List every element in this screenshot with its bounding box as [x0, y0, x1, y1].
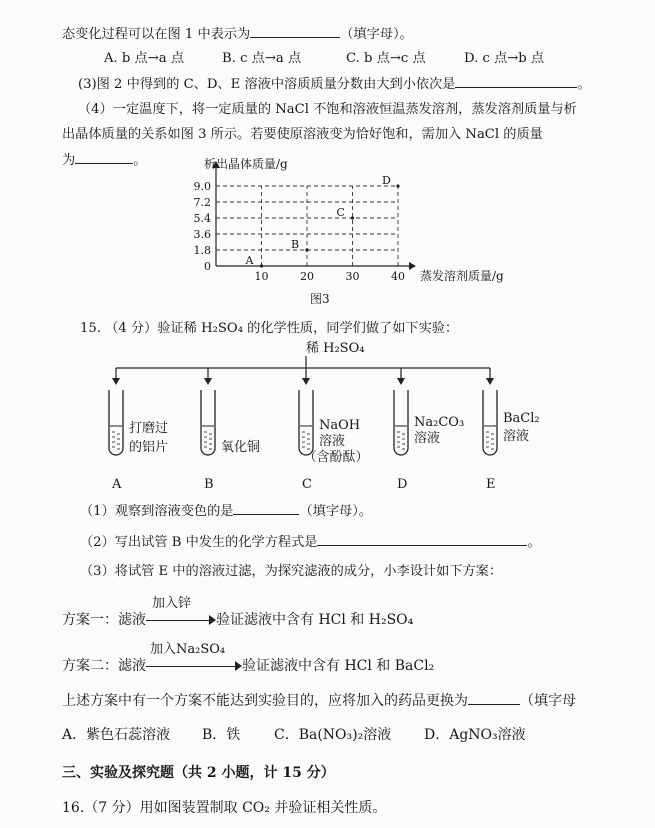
- tube-body: [201, 390, 215, 455]
- x-tick-label: 20: [300, 270, 314, 283]
- answer-blank: [75, 151, 133, 164]
- answer-blank: [233, 502, 299, 515]
- choice-a: A．紫色石蕊溶液: [62, 727, 171, 743]
- data-point-c: [351, 216, 354, 219]
- acid-label: 稀 H₂SO₄: [306, 341, 365, 356]
- tube-label: （含酚酞）: [303, 450, 369, 465]
- replacement-question: 上述方案中有一个方案不能达到实验目的，应将加入的药品更换为 （填字母: [62, 693, 576, 709]
- sub-question-1: （1）观察到溶液变色的是 （填字母）。: [80, 504, 372, 519]
- tube-label: BaCl₂: [503, 411, 540, 426]
- tube-letter: C: [302, 477, 312, 492]
- tube-body: [299, 390, 313, 455]
- plan-2: 方案二：滤液 加入Na₂SO₄ 验证滤液中含有 HCl 和 BaCl₂: [62, 642, 435, 674]
- test-tube-e: [483, 368, 540, 492]
- option-d: D. c 点→b 点: [464, 51, 545, 66]
- plan-1: 方案一：滤液 加入锌 验证滤液中含有 HCl 和 H₂SO₄: [62, 596, 414, 628]
- question-16-title: 16.（7 分）用如图装置制取 CO₂ 并验证相关性质。: [62, 800, 387, 816]
- x-tick-label: 10: [254, 270, 269, 283]
- tube-label: 溶液: [319, 434, 346, 449]
- tube-label: Na₂CO₃: [414, 415, 465, 430]
- question-text-line: 态变化过程可以在图 1 中表示为 （填字母）。: [62, 27, 413, 42]
- figure-3-caption: 图3: [310, 292, 330, 306]
- tube-letter: B: [204, 477, 214, 492]
- tube-label: 的铝片: [129, 440, 169, 455]
- sub-question-2: （2）写出试管 B 中发生的化学方程式是 。: [80, 535, 541, 550]
- y-axis-label: 析出晶体质量/g: [204, 158, 288, 171]
- answer-blank: [468, 692, 520, 705]
- question-15-title: 15. （4 分）验证稀 H₂SO₄ 的化学性质，同学们做了如下实验：: [80, 321, 459, 336]
- y-tick-label: 9.0: [193, 180, 211, 193]
- option-a: A. b 点→a 点: [104, 51, 185, 66]
- y-tick-label: 5.4: [193, 212, 211, 225]
- tube-label: 溶液: [414, 431, 441, 446]
- data-point-b: [305, 248, 308, 251]
- tube-letter: E: [486, 477, 496, 492]
- data-point-d: [396, 184, 399, 187]
- point-label: B: [291, 238, 300, 251]
- choice-d: D．AgNO₃溶液: [424, 727, 526, 743]
- x-axis-label: 蒸发溶剂质量/g: [420, 269, 504, 283]
- reaction-arrow: 加入锌: [146, 613, 216, 627]
- tube-label: 氧化铜: [221, 440, 261, 455]
- test-tube-b: [201, 368, 260, 492]
- point-label: D: [382, 174, 391, 187]
- dispense-arrow-head: [486, 378, 494, 385]
- question-4-line3: 为 。: [62, 153, 147, 168]
- y-tick-label: 3.6: [193, 228, 211, 241]
- answer-blank: [317, 533, 527, 546]
- reaction-arrow: 加入Na₂SO₄: [146, 659, 242, 673]
- tube-label: NaOH: [319, 418, 361, 433]
- dispense-arrow-head: [204, 378, 212, 385]
- x-tick-label: 40: [391, 270, 405, 283]
- question-3-line: (3)图 2 中得到的 C、D、E 溶液中溶质质量分数由大到小依次是 。: [78, 77, 591, 92]
- section-3-title: 三、实验及探究题（共 2 小题，计 15 分）: [62, 765, 335, 781]
- y-tick-label: 1.8: [193, 244, 211, 257]
- tube-letter: D: [397, 477, 408, 492]
- option-b: B. c 点→a 点: [222, 51, 302, 66]
- test-tube-a: [109, 368, 168, 492]
- question-4-line2: 出晶体质量的关系如图 3 所示。若要使原溶液变为恰好饱和，需加入 NaCl 的质量: [62, 127, 543, 142]
- dispense-arrow-head: [397, 378, 405, 385]
- experiment-diagram: [95, 338, 565, 498]
- question-4-line1: （4）一定温度下，将一定质量的 NaCl 不饱和溶液恒温蒸发溶剂，蒸发溶剂质量与析: [78, 102, 577, 117]
- data-point-a: [260, 264, 263, 267]
- tube-letter: A: [112, 477, 122, 492]
- y-tick-label: 0: [204, 260, 211, 273]
- choice-c: C．Ba(NO₃)₂溶液: [274, 727, 392, 743]
- test-tube-c: [299, 368, 369, 492]
- dispense-arrow-head: [302, 378, 310, 385]
- choice-b: B．铁: [202, 727, 241, 743]
- sub-question-3: （3）将试管 E 中的溶液过滤，为探究滤液的成分，小李设计如下方案：: [80, 564, 503, 579]
- point-label: C: [336, 206, 345, 219]
- x-tick-label: 30: [345, 270, 360, 283]
- tube-body: [394, 390, 408, 455]
- tube-body: [109, 390, 123, 455]
- option-c: C. b 点→c 点: [346, 51, 426, 66]
- answer-blank: [455, 75, 577, 88]
- y-tick-label: 7.2: [193, 196, 211, 209]
- x-axis-arrow: [409, 262, 416, 270]
- tube-label: 溶液: [503, 429, 530, 444]
- figure-3-chart: [170, 158, 540, 308]
- tube-body: [483, 390, 497, 455]
- point-label: A: [245, 254, 254, 267]
- tube-label: 打磨过: [129, 421, 169, 436]
- answer-blank: [250, 25, 340, 38]
- dispense-arrow-head: [112, 378, 120, 385]
- test-tube-d: [394, 368, 464, 492]
